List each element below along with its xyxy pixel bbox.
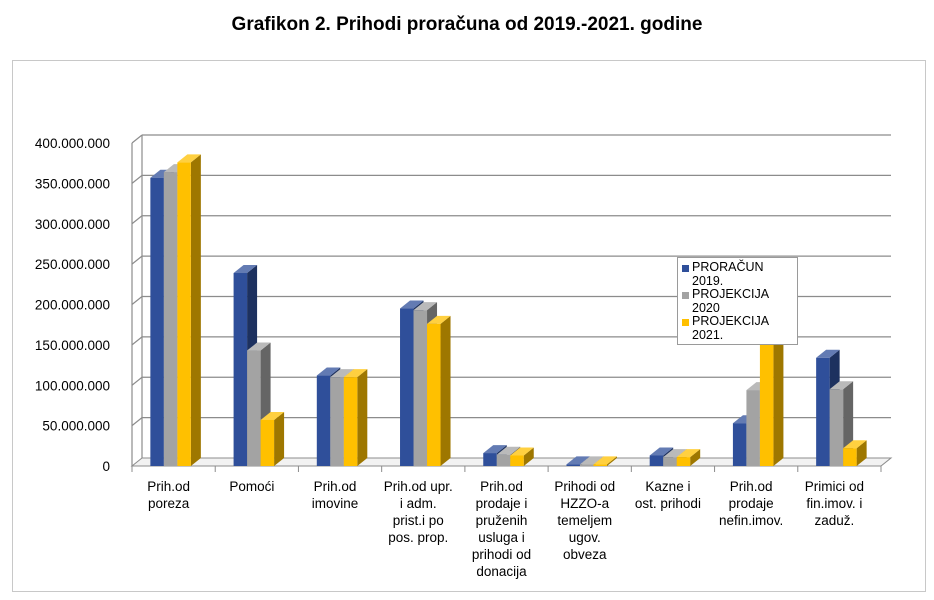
bar	[650, 456, 664, 466]
x-tick-label: Pomoći	[229, 479, 275, 494]
bar	[830, 389, 844, 466]
bar	[746, 390, 760, 466]
bar	[247, 351, 260, 466]
x-tick-label: Prih.od upr. i adm. prist.i po pos. prop.	[383, 479, 453, 545]
bar	[330, 377, 344, 466]
y-tick-label: 250.000.000	[34, 257, 110, 273]
bar	[400, 309, 414, 466]
gridline-side	[132, 256, 142, 264]
y-tick-label: 300.000.000	[34, 216, 110, 232]
y-tick-label: 200.000.000	[34, 297, 110, 313]
legend-swatch-2021	[682, 319, 689, 326]
gridline-side	[132, 337, 142, 345]
bar	[816, 358, 830, 466]
gridline-side	[132, 418, 142, 426]
gridline-side	[132, 377, 142, 385]
bar	[344, 377, 358, 466]
bar-side	[274, 412, 284, 466]
y-tick-label: 0	[102, 459, 110, 474]
x-tick-label: Kazne i ost. prihodi	[634, 479, 701, 511]
bar-side	[441, 316, 451, 466]
bar	[510, 456, 524, 466]
x-tick-label: Prihodi od HZZO-a temeljem ugov. obveza	[554, 479, 616, 562]
bar	[593, 464, 607, 466]
legend-swatch-2020	[682, 292, 689, 299]
bar	[261, 420, 275, 466]
bar	[733, 423, 747, 466]
x-tick-label: Prih.od prodaje i pruženih usluga i prihodi od donacija	[471, 479, 532, 579]
bar	[150, 178, 164, 466]
legend-swatch-2019	[682, 265, 689, 272]
legend-label-2019: PRORAČUN 2019.	[692, 260, 764, 288]
y-tick-label: 50.000.000	[42, 418, 110, 434]
bar	[663, 457, 677, 466]
x-tick-label: Prih.od prodaje nefin.imov.	[719, 479, 784, 528]
x-tick-label: Prih.od poreza	[147, 479, 190, 511]
bar	[677, 457, 691, 466]
bar	[234, 273, 248, 466]
legend-label-2020: PROJEKCIJA 2020	[692, 287, 769, 315]
gridline-side	[132, 216, 142, 224]
y-tick-label: 350.000.000	[34, 176, 110, 192]
chart-title: Grafikon 2. Prihodi proračuna od 2019.-2021. godine	[231, 14, 703, 35]
bar	[497, 455, 511, 466]
y-tick-label: 400.000.000	[34, 136, 110, 151]
bar	[177, 162, 191, 466]
bar-side	[357, 369, 367, 466]
bar	[414, 310, 428, 466]
bar	[317, 376, 331, 466]
legend-label-2021: PROJEKCIJA 2021.	[692, 314, 769, 342]
bar	[566, 464, 580, 466]
gridline-side	[132, 297, 142, 305]
x-tick-label: Primici od fin.imov. i zaduž.	[804, 479, 864, 528]
bar	[760, 334, 774, 466]
gridline-side	[132, 175, 142, 183]
bar	[580, 464, 594, 466]
bar-side	[191, 154, 201, 466]
y-tick-label: 100.000.000	[34, 378, 110, 394]
chart-area	[12, 60, 926, 592]
bar	[843, 448, 857, 466]
bar-side	[773, 326, 783, 466]
legend	[677, 257, 798, 345]
y-tick-label: 150.000.000	[34, 337, 110, 353]
x-tick-label: Prih.od imovine	[311, 479, 359, 511]
bar	[427, 324, 441, 466]
bar	[164, 172, 178, 466]
gridline-side	[132, 135, 142, 143]
bar	[483, 453, 497, 466]
